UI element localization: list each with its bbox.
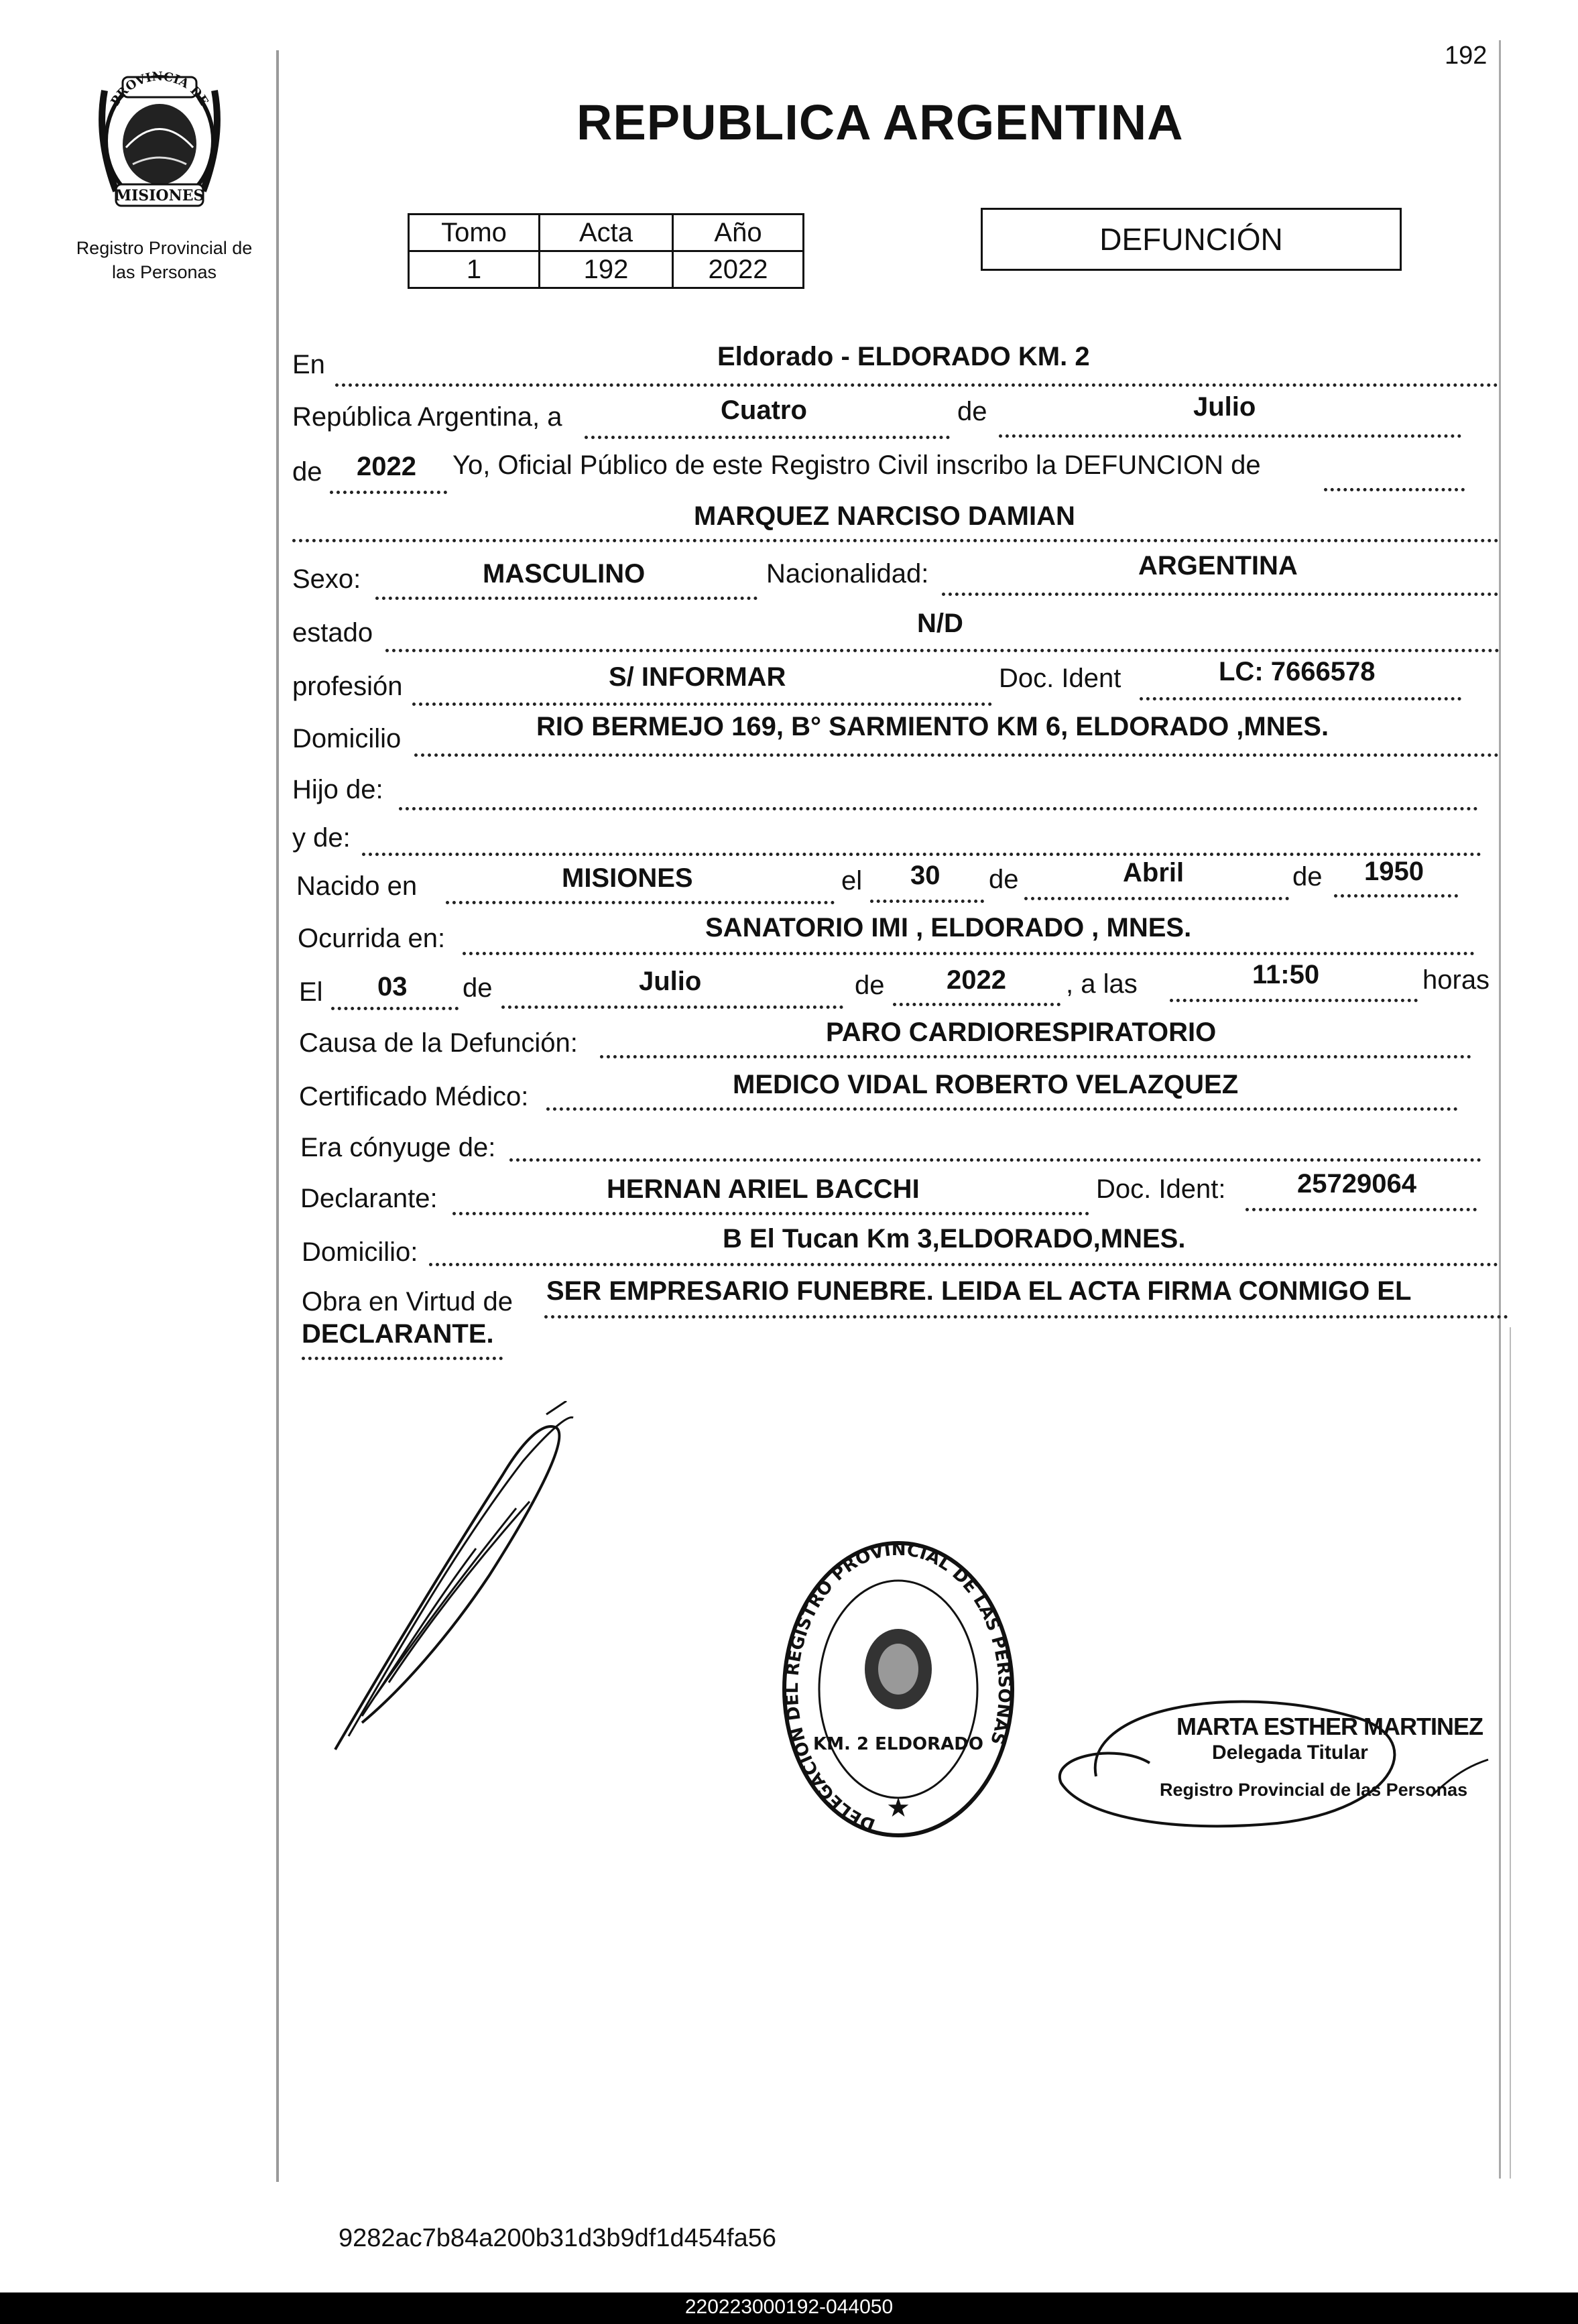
- causa-value: PARO CARDIORESPIRATORIO: [826, 1018, 1217, 1047]
- domicilio-value: RIO BERMEJO 169, B° SARMIENTO KM 6, ELDORADO ,MNES.: [536, 712, 1329, 741]
- fallec-anio-value: 2022: [947, 965, 1006, 995]
- doc-ident-label: Doc. Ident: [999, 664, 1121, 693]
- republica-label: República Argentina, a: [292, 402, 562, 432]
- el-label: el: [841, 866, 863, 896]
- nombre-value: MARQUEZ NARCISO DAMIAN: [694, 501, 1075, 531]
- anio-value: 2022: [673, 251, 804, 288]
- nacido-label: Nacido en: [296, 871, 418, 901]
- hora-value: 11:50: [1252, 960, 1320, 989]
- nacido-en-value: MISIONES: [562, 863, 693, 893]
- page-number: 192: [1445, 42, 1488, 70]
- registry-name: Registro Provincial de las Personas: [76, 238, 253, 282]
- horas-label: horas: [1422, 965, 1490, 995]
- lugar-value: Eldorado - ELDORADO KM. 2: [717, 342, 1090, 371]
- obra-value-line2: DECLARANTE.: [302, 1319, 494, 1349]
- official-organization: Registro Provincial de las Personas: [1160, 1780, 1468, 1800]
- nacionalidad-label: Nacionalidad:: [766, 559, 929, 589]
- tomo-value: 1: [409, 251, 540, 288]
- profesion-label: profesión: [292, 672, 403, 701]
- estado-value: N/D: [917, 609, 963, 638]
- nacido-dia-value: 30: [910, 861, 940, 890]
- en-label: En: [292, 350, 325, 379]
- conyuge-label: Era cónyuge de:: [300, 1133, 496, 1162]
- sexo-label: Sexo:: [292, 564, 361, 594]
- certificado-value: MEDICO VIDAL ROBERTO VELAZQUEZ: [733, 1070, 1239, 1099]
- de-label-1: de: [957, 397, 987, 426]
- declarante-label: Declarante:: [300, 1184, 438, 1213]
- obra-value-line1: SER EMPRESARIO FUNEBRE. LEIDA EL ACTA FIRMA CONMIGO EL: [546, 1276, 1412, 1306]
- oficial-text: Yo, Oficial Público de este Registro Civil inscribo la DEFUNCION de: [452, 450, 1261, 480]
- footer-id: 220223000192-044050: [684, 2296, 894, 2318]
- de-label-3: de: [989, 865, 1019, 894]
- right-margin-line: [1499, 40, 1501, 2179]
- left-margin-line: [276, 50, 279, 2182]
- seal-inner-text: KM. 2 ELDORADO: [813, 1734, 983, 1754]
- tomo-header: Tomo: [409, 215, 540, 251]
- el-cap-label: El: [299, 977, 323, 1007]
- dia-texto-value: Cuatro: [721, 395, 807, 425]
- certificado-label: Certificado Médico:: [299, 1082, 529, 1111]
- doc-ident-value: LC: 7666578: [1219, 657, 1376, 686]
- conyuge-field: [509, 1123, 1481, 1162]
- causa-label: Causa de la Defunción:: [299, 1028, 578, 1058]
- official-name: MARTA ESTHER MARTINEZ: [1176, 1713, 1483, 1740]
- sexo-value: MASCULINO: [483, 559, 646, 589]
- fallec-dia-value: 03: [377, 972, 408, 1001]
- de-label-4: de: [1292, 862, 1323, 892]
- de-label-2: de: [292, 457, 322, 487]
- hijo-label: Hijo de:: [292, 775, 383, 804]
- page-title: REPUBLICA ARGENTINA: [576, 95, 1184, 150]
- anio-value-text: 2022: [357, 452, 416, 481]
- y-de-field: [362, 818, 1481, 856]
- oficial-trailing-field: [1324, 453, 1465, 491]
- document-type: DEFUNCIÓN: [1099, 222, 1283, 257]
- seal-ring-text: DELEGACION DEL REGISTRO PROVINCIAL DE LAS PERSONAS: [782, 1539, 1015, 1835]
- de-label-6: de: [855, 971, 885, 1000]
- declarante-domicilio-value: B El Tucan Km 3,ELDORADO,MNES.: [723, 1224, 1186, 1253]
- nacido-mes-value: Abril: [1123, 858, 1185, 888]
- doc-ident-label-2: Doc. Ident:: [1096, 1174, 1226, 1204]
- acta-header: Acta: [540, 215, 673, 251]
- document-type-box: [981, 208, 1402, 271]
- declarant-signature: [322, 1401, 603, 1763]
- delegation-seal-stamp: [771, 1528, 1026, 1843]
- obra-label: Obra en Virtud de: [302, 1287, 513, 1317]
- y-de-label: y de:: [292, 823, 351, 853]
- right-margin-line-secondary: [1510, 1327, 1511, 2179]
- estado-label: estado: [292, 618, 373, 648]
- hijo-field: [399, 772, 1478, 810]
- nacido-anio-value: 1950: [1364, 857, 1424, 886]
- anio-header: Año: [673, 215, 804, 251]
- domicilio-label-2: Domicilio:: [302, 1237, 418, 1267]
- fallec-mes-value: Julio: [639, 967, 702, 996]
- reference-table: [408, 213, 804, 289]
- ocurrida-value: SANATORIO IMI , ELDORADO , MNES.: [705, 913, 1192, 942]
- misiones-coat-of-arms-logo: [86, 64, 233, 215]
- logo-text-top: PROVINCIA DE: [108, 69, 211, 109]
- de-label-5: de: [463, 973, 493, 1003]
- acta-value: 192: [540, 251, 673, 288]
- seal-star: ★: [886, 1792, 910, 1823]
- official-role: Delegada Titular: [1212, 1741, 1368, 1764]
- domicilio-label: Domicilio: [292, 724, 402, 753]
- ocurrida-label: Ocurrida en:: [298, 924, 446, 953]
- nacionalidad-value: ARGENTINA: [1138, 551, 1298, 580]
- profesion-value: S/ INFORMAR: [609, 662, 786, 692]
- document-hash: 9282ac7b84a200b31d3b9df1d454fa56: [339, 2224, 776, 2252]
- declarante-doc-value: 25729064: [1297, 1169, 1416, 1199]
- declarante-value: HERNAN ARIEL BACCHI: [607, 1174, 920, 1204]
- a-las-label: , a las: [1066, 969, 1138, 999]
- logo-text-bottom: MISIONES: [115, 187, 204, 204]
- mes-value: Julio: [1193, 392, 1256, 422]
